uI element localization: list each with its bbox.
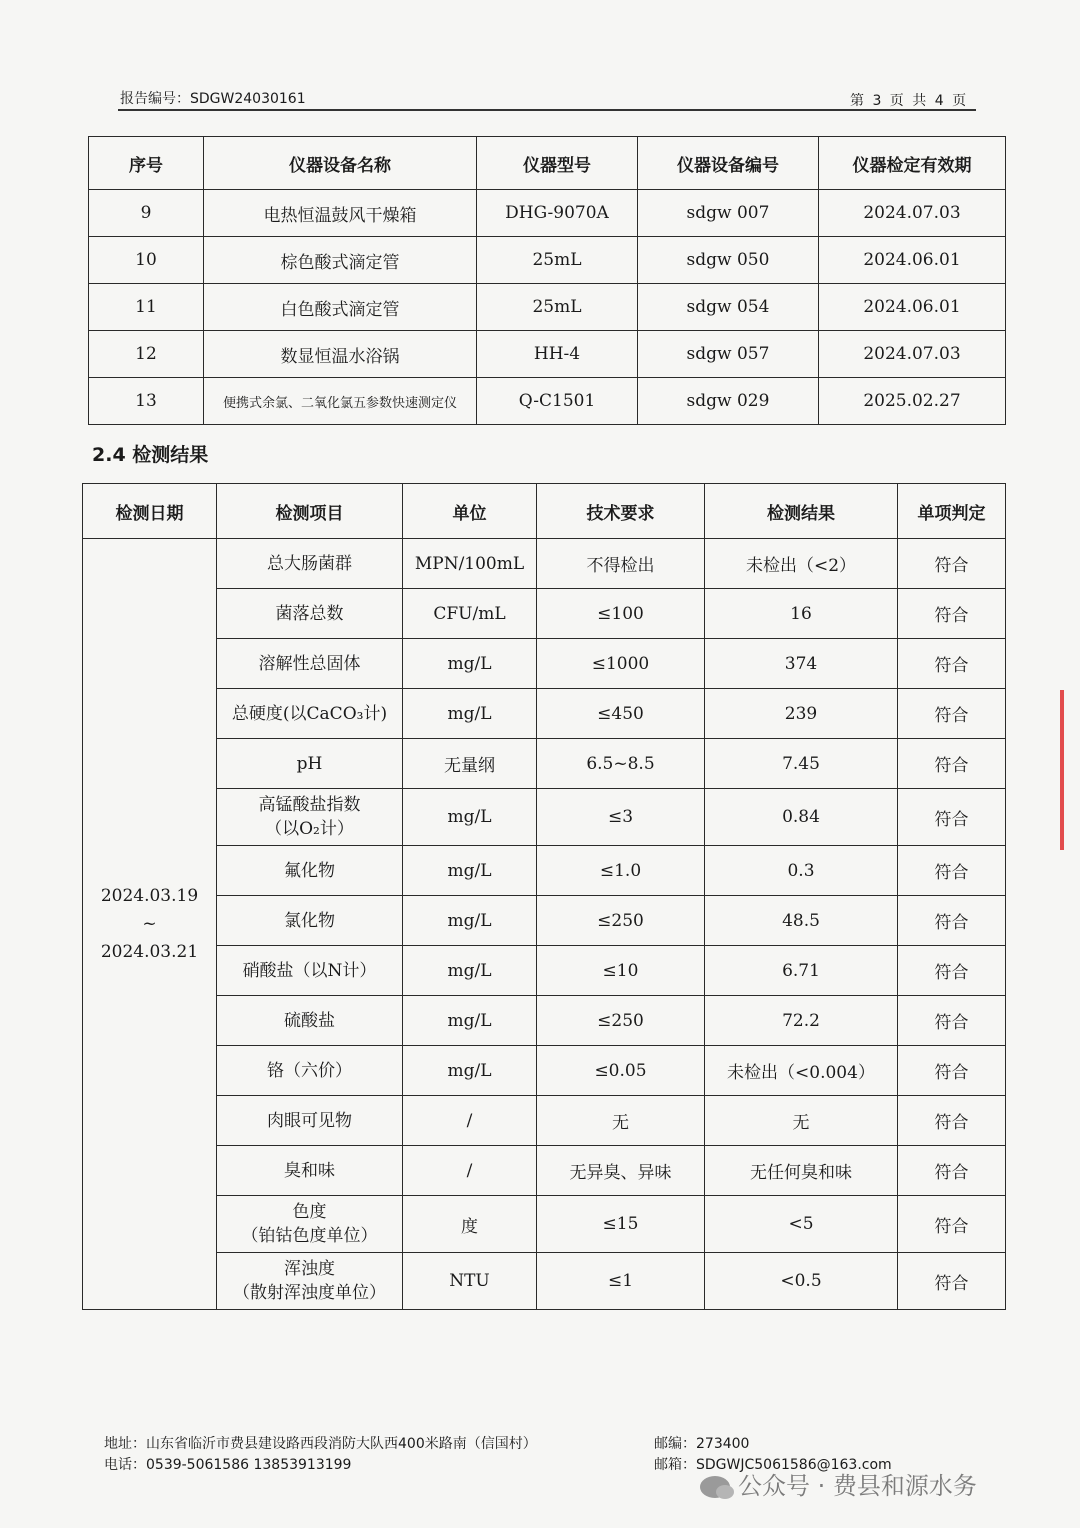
test-item: 氯化物 bbox=[284, 910, 335, 931]
cell-req: ≤100 bbox=[537, 589, 705, 639]
cell-unit: mg/L bbox=[403, 1046, 537, 1096]
equipment-header-row bbox=[89, 137, 1006, 190]
cell-unit: mg/L bbox=[403, 846, 537, 896]
table-row bbox=[89, 378, 1006, 425]
cell-verdict: 符合 bbox=[898, 689, 1006, 739]
cell-result: 未检出（<0.004） bbox=[705, 1046, 898, 1096]
cell-result: 6.71 bbox=[705, 946, 898, 996]
cell-verdict: 符合 bbox=[898, 1096, 1006, 1146]
cell-unit: CFU/mL bbox=[403, 589, 537, 639]
cell-req: ≤1000 bbox=[537, 639, 705, 689]
cell-req: ≤0.05 bbox=[537, 1046, 705, 1096]
test-date-sep: ~ bbox=[142, 914, 157, 934]
cell: 白色酸式滴定管 bbox=[204, 284, 477, 331]
cell-verdict: 符合 bbox=[898, 789, 1006, 846]
cell-req: ≤450 bbox=[537, 689, 705, 739]
results-header-row bbox=[83, 484, 1006, 539]
cell: 11 bbox=[89, 284, 204, 331]
cell-verdict: 符合 bbox=[898, 896, 1006, 946]
watermark-text: 公众号 · 费县和源水务 bbox=[738, 1472, 977, 1500]
cell-result: 未检出（<2） bbox=[705, 539, 898, 589]
cell: 2024.06.01 bbox=[819, 284, 1006, 331]
test-item: 氟化物 bbox=[284, 860, 335, 881]
test-item-cell bbox=[217, 1046, 403, 1096]
test-item: 溶解性总固体 bbox=[258, 653, 361, 674]
test-item: 浑浊度 bbox=[284, 1259, 335, 1279]
cell-result: 16 bbox=[705, 589, 898, 639]
cell: 电热恒温鼓风干燥箱 bbox=[204, 190, 477, 237]
table-row bbox=[83, 739, 1006, 789]
cell-req: ≤1 bbox=[537, 1253, 705, 1310]
cell: 2024.07.03 bbox=[819, 331, 1006, 378]
watermark bbox=[700, 1466, 977, 1501]
cell: 棕色酸式滴定管 bbox=[204, 237, 477, 284]
cell-verdict: 符合 bbox=[898, 996, 1006, 1046]
header-rule bbox=[118, 109, 976, 111]
test-item: 总硬度(以CaCO₃计) bbox=[231, 703, 388, 724]
cell-result: 7.45 bbox=[705, 739, 898, 789]
footer-postcode: 邮编：273400 bbox=[654, 1436, 750, 1452]
cell-unit: mg/L bbox=[403, 639, 537, 689]
col-header: 仪器设备名称 bbox=[204, 137, 477, 190]
test-item-note: （以O₂计） bbox=[265, 819, 354, 839]
cell-req: ≤1.0 bbox=[537, 846, 705, 896]
cell-unit: / bbox=[403, 1096, 537, 1146]
col-header: 检测日期 bbox=[83, 484, 217, 539]
cell-verdict: 符合 bbox=[898, 739, 1006, 789]
cell-unit: mg/L bbox=[403, 789, 537, 846]
test-item-cell bbox=[217, 1096, 403, 1146]
cell-verdict: 符合 bbox=[898, 539, 1006, 589]
test-item: 肉眼可见物 bbox=[267, 1110, 352, 1131]
cell-verdict: 符合 bbox=[898, 589, 1006, 639]
test-item-cell bbox=[217, 896, 403, 946]
cell-result: 0.3 bbox=[705, 846, 898, 896]
cell-result: 72.2 bbox=[705, 996, 898, 1046]
report-number: 报告编号：SDGW24030161 bbox=[120, 91, 306, 107]
cell-unit: mg/L bbox=[403, 946, 537, 996]
wechat-icon bbox=[700, 1476, 730, 1498]
table-row bbox=[83, 1046, 1006, 1096]
cell-unit: MPN/100mL bbox=[403, 539, 537, 589]
col-header: 单项判定 bbox=[898, 484, 1006, 539]
cell: 12 bbox=[89, 331, 204, 378]
test-item-cell bbox=[217, 539, 403, 589]
cell-result: 无 bbox=[705, 1096, 898, 1146]
cell: 数显恒温水浴锅 bbox=[204, 331, 477, 378]
cell: sdgw 050 bbox=[638, 237, 819, 284]
table-row bbox=[83, 1146, 1006, 1196]
col-header: 序号 bbox=[89, 137, 204, 190]
cell-unit: mg/L bbox=[403, 896, 537, 946]
test-item-note: （铂钴色度单位） bbox=[241, 1226, 378, 1246]
cell-req: 无 bbox=[537, 1096, 705, 1146]
cell: 25mL bbox=[477, 284, 638, 331]
test-item: 铬（六价） bbox=[267, 1060, 352, 1081]
seal-edge-mark bbox=[1060, 690, 1078, 850]
cell-unit: 无量纲 bbox=[403, 739, 537, 789]
table-row bbox=[89, 237, 1006, 284]
col-header: 技术要求 bbox=[537, 484, 705, 539]
test-item: pH bbox=[296, 753, 323, 774]
table-row bbox=[89, 284, 1006, 331]
page-indicator: 第 3 页 共 4 页 bbox=[850, 93, 967, 109]
cell-req: ≤10 bbox=[537, 946, 705, 996]
cell-result: <0.5 bbox=[705, 1253, 898, 1310]
footer-contact bbox=[104, 1434, 537, 1476]
cell-result: 0.84 bbox=[705, 789, 898, 846]
table-row bbox=[83, 946, 1006, 996]
test-date-start: 2024.03.19 bbox=[100, 886, 199, 906]
cell-verdict: 符合 bbox=[898, 1196, 1006, 1253]
cell: sdgw 007 bbox=[638, 190, 819, 237]
test-item-cell bbox=[217, 1253, 403, 1310]
cell-verdict: 符合 bbox=[898, 946, 1006, 996]
col-header: 检测结果 bbox=[705, 484, 898, 539]
cell-verdict: 符合 bbox=[898, 846, 1006, 896]
cell-unit: / bbox=[403, 1146, 537, 1196]
cell-req: ≤250 bbox=[537, 896, 705, 946]
cell: 2025.02.27 bbox=[819, 378, 1006, 425]
cell: HH-4 bbox=[477, 331, 638, 378]
section-title: 2.4 检测结果 bbox=[92, 444, 209, 466]
test-item-cell bbox=[217, 639, 403, 689]
col-header: 仪器检定有效期 bbox=[819, 137, 1006, 190]
test-item: 菌落总数 bbox=[275, 603, 344, 624]
cell: 25mL bbox=[477, 237, 638, 284]
cell-result: 48.5 bbox=[705, 896, 898, 946]
test-item: 臭和味 bbox=[284, 1160, 335, 1181]
cell: DHG-9070A bbox=[477, 190, 638, 237]
cell-req: 无异臭、异味 bbox=[537, 1146, 705, 1196]
cell-result: 374 bbox=[705, 639, 898, 689]
table-row bbox=[83, 996, 1006, 1046]
cell: 便携式余氯、二氧化氯五参数快速测定仪 bbox=[204, 378, 477, 425]
cell-req: ≤250 bbox=[537, 996, 705, 1046]
footer-address: 地址：山东省临沂市费县建设路西段消防大队西400米路南（信国村） bbox=[104, 1436, 537, 1452]
cell-verdict: 符合 bbox=[898, 1253, 1006, 1310]
cell: 2024.06.01 bbox=[819, 237, 1006, 284]
col-header: 检测项目 bbox=[217, 484, 403, 539]
test-date-cell bbox=[83, 539, 217, 1310]
cell-result: 无任何臭和味 bbox=[705, 1146, 898, 1196]
table-row bbox=[83, 539, 1006, 589]
table-row bbox=[83, 846, 1006, 896]
cell-req: ≤15 bbox=[537, 1196, 705, 1253]
table-row bbox=[83, 639, 1006, 689]
test-item: 硫酸盐 bbox=[284, 1010, 335, 1031]
cell-verdict: 符合 bbox=[898, 639, 1006, 689]
cell-unit: 度 bbox=[403, 1196, 537, 1253]
test-item: 硝酸盐（以N计） bbox=[242, 960, 377, 981]
table-row bbox=[83, 789, 1006, 846]
cell-req: ≤3 bbox=[537, 789, 705, 846]
test-item-cell bbox=[217, 846, 403, 896]
cell: 9 bbox=[89, 190, 204, 237]
test-item-cell bbox=[217, 1146, 403, 1196]
cell-result: <5 bbox=[705, 1196, 898, 1253]
test-item-cell bbox=[217, 739, 403, 789]
cell-req: 6.5~8.5 bbox=[537, 739, 705, 789]
table-row bbox=[89, 331, 1006, 378]
table-row bbox=[89, 190, 1006, 237]
footer-email: 邮箱：SDGWJC5061586@163.com bbox=[654, 1457, 892, 1473]
test-item: 高锰酸盐指数 bbox=[258, 795, 361, 815]
cell: Q-C1501 bbox=[477, 378, 638, 425]
table-row bbox=[83, 1196, 1006, 1253]
table-row bbox=[83, 1253, 1006, 1310]
cell: 10 bbox=[89, 237, 204, 284]
cell: 2024.07.03 bbox=[819, 190, 1006, 237]
cell-unit: mg/L bbox=[403, 689, 537, 739]
test-item-note: （散射浑浊度单位） bbox=[233, 1283, 386, 1303]
test-item-cell bbox=[217, 946, 403, 996]
test-item-cell bbox=[217, 1196, 403, 1253]
cell-result: 239 bbox=[705, 689, 898, 739]
table-row bbox=[83, 896, 1006, 946]
footer-phone: 电话：0539-5061586 13853913199 bbox=[104, 1457, 352, 1473]
test-item: 总大肠菌群 bbox=[267, 553, 352, 574]
cell: sdgw 054 bbox=[638, 284, 819, 331]
results-table bbox=[82, 483, 1006, 1310]
test-date-end: 2024.03.21 bbox=[100, 942, 199, 962]
test-item-cell bbox=[217, 789, 403, 846]
cell: sdgw 029 bbox=[638, 378, 819, 425]
cell-unit: mg/L bbox=[403, 996, 537, 1046]
col-header: 仪器设备编号 bbox=[638, 137, 819, 190]
test-item-cell bbox=[217, 589, 403, 639]
cell: 13 bbox=[89, 378, 204, 425]
test-item-cell bbox=[217, 689, 403, 739]
cell-req: 不得检出 bbox=[537, 539, 705, 589]
cell-unit: NTU bbox=[403, 1253, 537, 1310]
col-header: 单位 bbox=[403, 484, 537, 539]
col-header: 仪器型号 bbox=[477, 137, 638, 190]
cell: sdgw 057 bbox=[638, 331, 819, 378]
test-item-cell bbox=[217, 996, 403, 1046]
table-row bbox=[83, 589, 1006, 639]
cell-verdict: 符合 bbox=[898, 1146, 1006, 1196]
test-item: 色度 bbox=[292, 1202, 327, 1222]
table-row bbox=[83, 1096, 1006, 1146]
equipment-table bbox=[88, 136, 1006, 425]
table-row bbox=[83, 689, 1006, 739]
cell-verdict: 符合 bbox=[898, 1046, 1006, 1096]
